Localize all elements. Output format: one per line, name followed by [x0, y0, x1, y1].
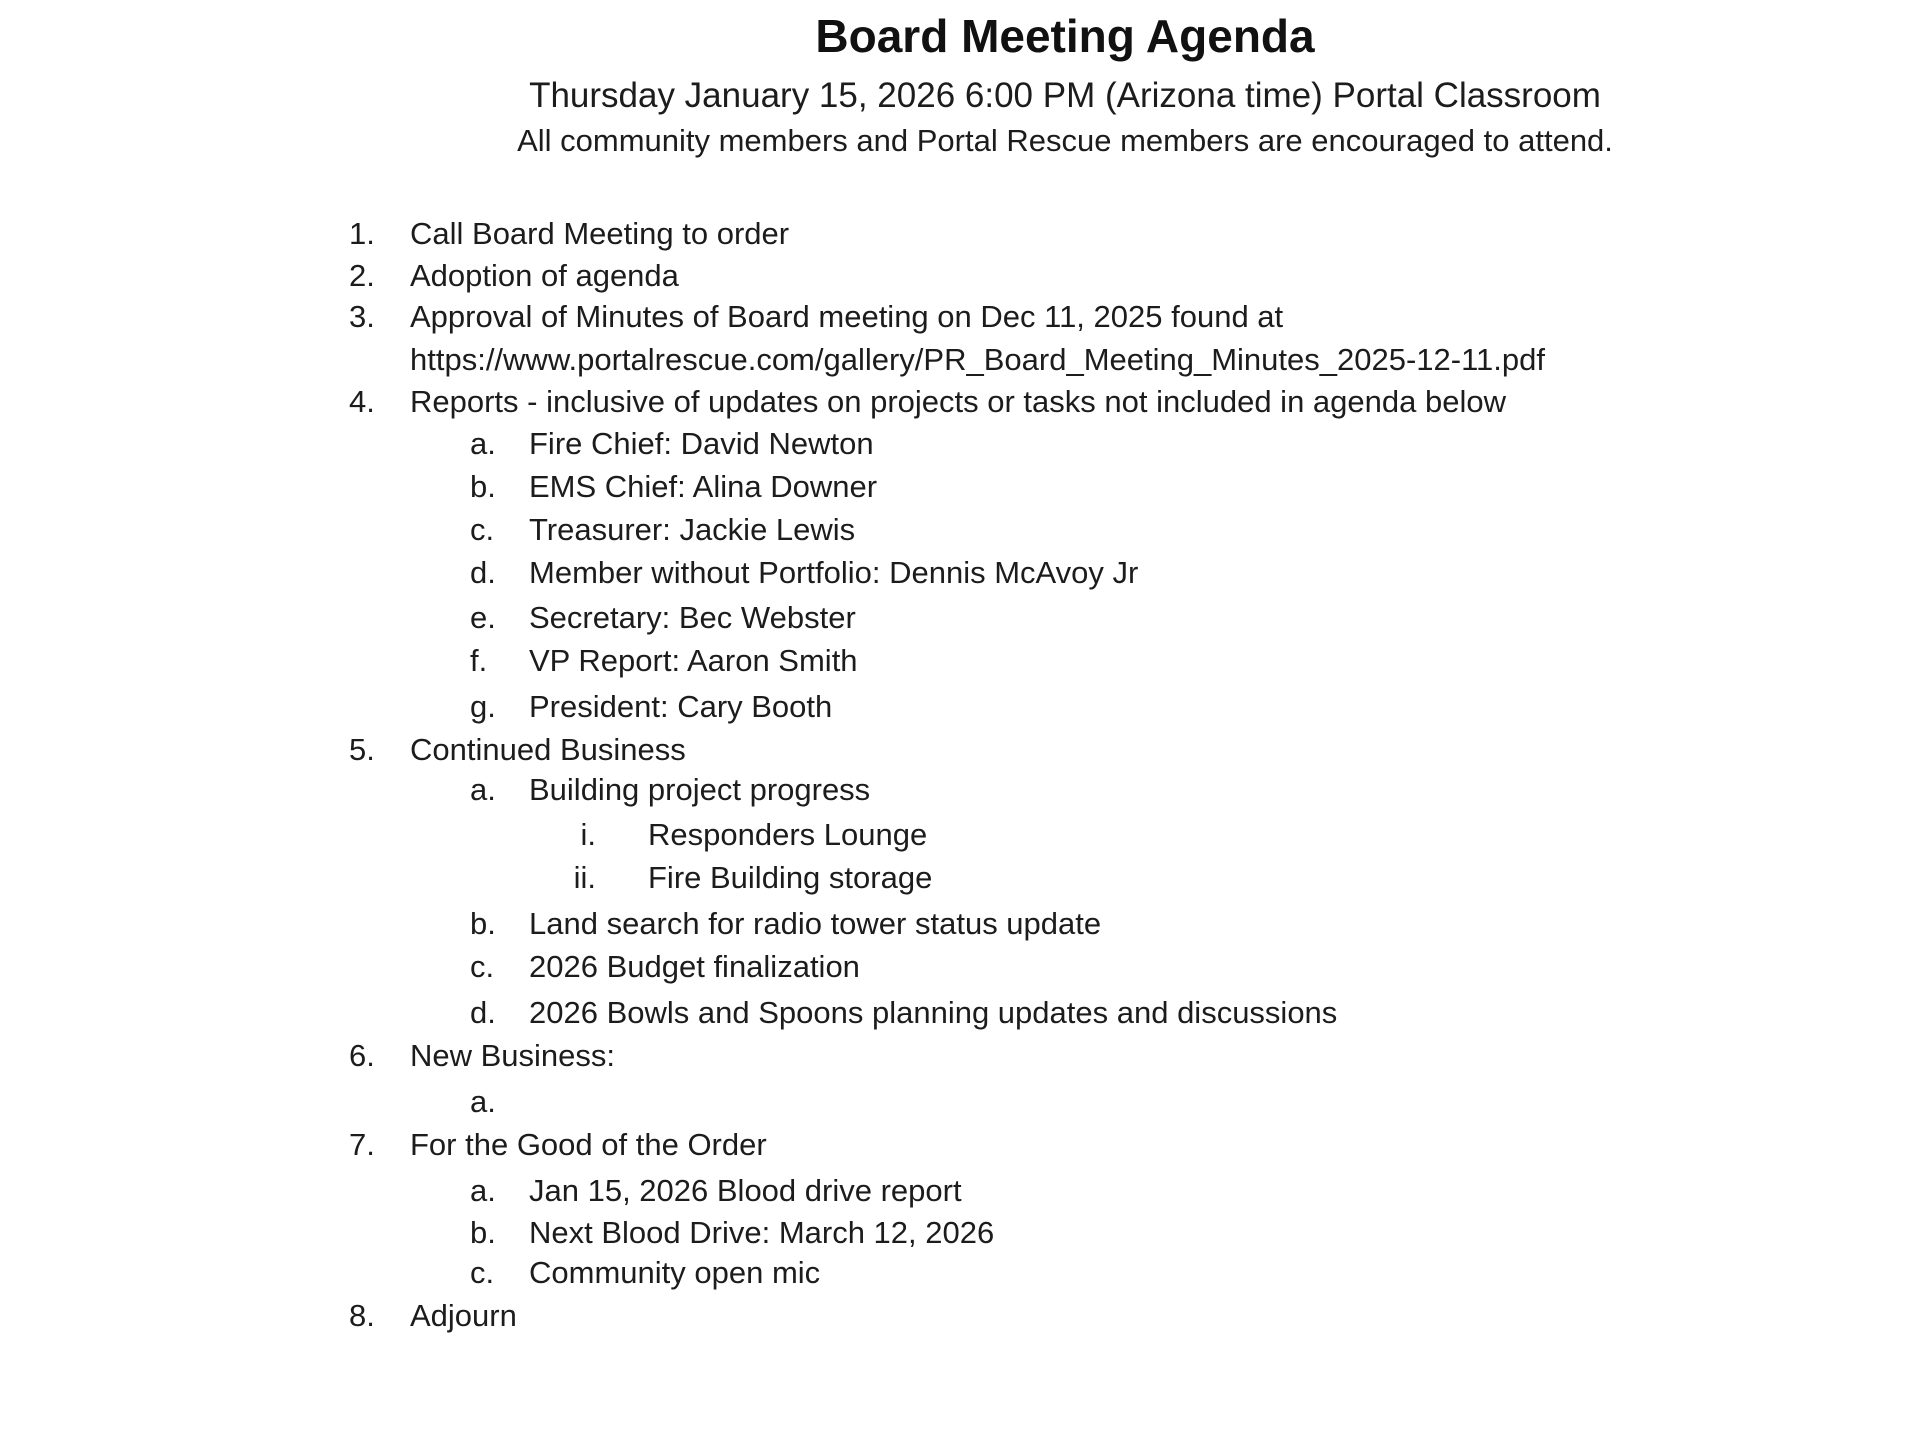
item-letter: a.	[470, 1173, 496, 1208]
attendance-note: All community members and Portal Rescue members are encouraged to attend.	[517, 123, 1613, 158]
item-text: EMS Chief: Alina Downer	[529, 469, 878, 504]
item-number: 3.	[349, 299, 375, 334]
item-text: Secretary: Bec Webster	[529, 600, 856, 635]
item-text: Adoption of agenda	[410, 258, 679, 293]
item-number: 7.	[349, 1127, 375, 1162]
item-text: Fire Chief: David Newton	[529, 426, 874, 461]
item-number: 1.	[349, 216, 375, 251]
item-text: Adjourn	[410, 1298, 517, 1333]
item-text: 2026 Bowls and Spoons planning updates and discussions	[529, 995, 1338, 1030]
page-title: Board Meeting Agenda	[815, 10, 1315, 62]
item-text: Fire Building storage	[648, 860, 933, 895]
item-text: 2026 Budget finalization	[529, 949, 860, 984]
item-text: President: Cary Booth	[529, 689, 833, 724]
item-letter: b.	[470, 906, 496, 941]
item-letter: c.	[470, 512, 495, 547]
item-number: 8.	[349, 1298, 375, 1333]
item-letter: d.	[470, 555, 496, 590]
item-text: Continued Business	[410, 732, 686, 767]
item-letter: f.	[470, 643, 488, 678]
item-number: 4.	[349, 384, 375, 419]
item-text: Next Blood Drive: March 12, 2026	[529, 1215, 995, 1250]
item-text: Community open mic	[529, 1255, 821, 1290]
item-roman: ii.	[573, 860, 596, 895]
item-letter: a.	[470, 426, 496, 461]
item-letter: g.	[470, 689, 496, 724]
item-text: Call Board Meeting to order	[410, 216, 790, 251]
item-number: 6.	[349, 1038, 375, 1073]
item-letter: b.	[470, 1215, 496, 1250]
item-letter: d.	[470, 995, 496, 1030]
item-number: 5.	[349, 732, 375, 767]
item-text: Member without Portfolio: Dennis McAvoy Jr	[529, 555, 1139, 590]
item-letter: e.	[470, 600, 496, 635]
item-letter: a.	[470, 772, 496, 807]
item-text: Responders Lounge	[648, 817, 928, 852]
item-text: VP Report: Aaron Smith	[529, 643, 858, 678]
item-letter: a.	[470, 1084, 496, 1119]
item-text: Building project progress	[529, 772, 871, 807]
meeting-datetime-location: Thursday January 15, 2026 6:00 PM (Arizona time) Portal Classroom	[529, 76, 1601, 115]
minutes-link[interactable]: https://www.portalrescue.com/gallery/PR_Board_Meeting_Minutes_2025-12-11.pdf	[410, 342, 1545, 377]
item-text: Land search for radio tower status update	[529, 906, 1102, 941]
item-letter: b.	[470, 469, 496, 504]
item-text: Reports - inclusive of updates on projects or tasks not included in agenda below	[410, 384, 1506, 419]
item-text: Treasurer: Jackie Lewis	[529, 512, 856, 547]
item-text: New Business:	[410, 1038, 616, 1073]
item-text: For the Good of the Order	[410, 1127, 767, 1162]
item-text: Jan 15, 2026 Blood drive report	[529, 1173, 962, 1208]
item-letter: c.	[470, 1255, 495, 1290]
item-text: Approval of Minutes of Board meeting on Dec 11, 2025 found at	[410, 299, 1284, 334]
item-letter: c.	[470, 949, 495, 984]
item-roman: i.	[580, 817, 596, 852]
item-number: 2.	[349, 258, 375, 293]
